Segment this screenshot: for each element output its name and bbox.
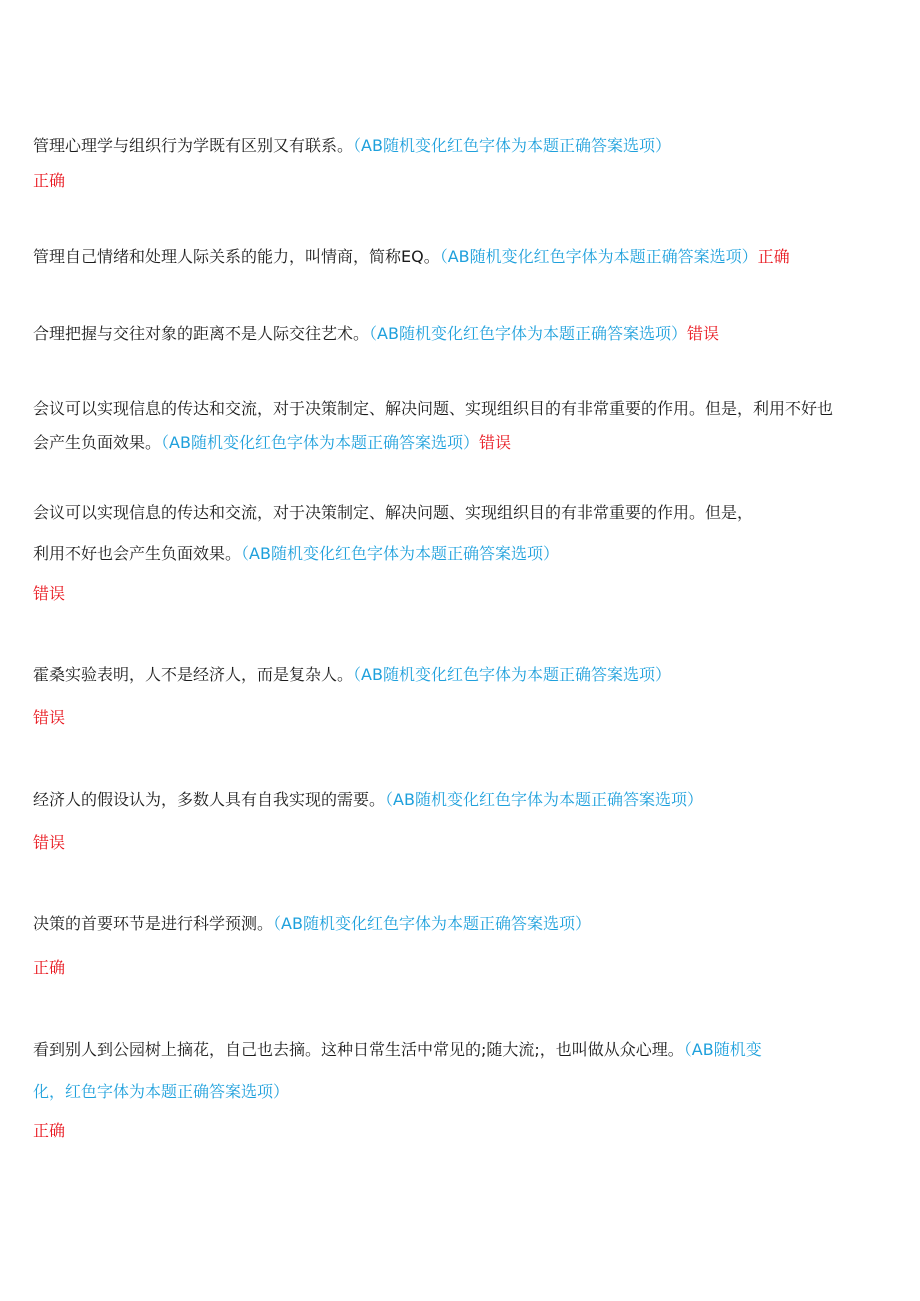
question-text: 决策的首要环节是进行科学预测。: [33, 914, 274, 933]
answer-9: 正确: [33, 1121, 66, 1140]
answer-hint: （AB随机变化红色字体为本题正确答案选项）: [241, 544, 559, 563]
question-text: 霍桑实验表明，人不是经济人，而是复杂人。: [33, 665, 354, 684]
answer-hint: （AB随机变化红色字体为本题正确答案选项）: [369, 324, 687, 343]
question-8: [33, 913, 591, 935]
answer-hint: （AB随机变化红色字体为本题正确答案选项）: [353, 665, 671, 684]
question-text: 合理把握与交往对象的距离不是人际交往艺术。: [33, 324, 370, 343]
answer-hint: （AB随机变化红色字体为本题正确答案选项）: [161, 433, 479, 452]
question-6: [33, 664, 671, 686]
question-2: [33, 246, 790, 268]
answer-hint: （AB随机变化红色字体为本题正确答案选项）: [439, 247, 758, 266]
answer-hint: （AB随机变化红色字体为本题正确答案选项）: [273, 914, 591, 933]
answer-5: 错误: [33, 584, 66, 603]
answer-hint-part-1: （AB随机变: [683, 1040, 762, 1059]
question-3: [33, 323, 719, 345]
question-5-line-1: 会议可以实现信息的传达和交流，对于决策制定、解决问题、实现组织目的有非常重要的作用。但是，: [33, 503, 754, 522]
question-text: 管理自己情绪和处理人际关系的能力，叫情商，简称EQ。: [33, 247, 440, 266]
question-text: 利用不好也会产生负面效果。: [33, 544, 242, 563]
answer-4: 错误: [478, 433, 511, 452]
question-text: 会产生负面效果。: [33, 433, 162, 452]
answer-6: 错误: [33, 708, 66, 727]
answer-hint-part-2: 化，红色字体为本题正确答案选项）: [33, 1082, 290, 1101]
answer-hint: （AB随机变化红色字体为本题正确答案选项）: [353, 136, 671, 155]
answer-1: 正确: [33, 171, 66, 190]
question-9-line-1: [33, 1039, 762, 1061]
question-text: 管理心理学与组织行为学既有区别又有联系。: [33, 136, 354, 155]
question-text: 看到别人到公园树上摘花，自己也去摘。这种日常生活中常见的;随大流;，也叫做从众心理。: [33, 1040, 684, 1059]
answer-2: 正确: [757, 247, 790, 266]
answer-3: 错误: [686, 324, 719, 343]
question-text: 经济人的假设认为，多数人具有自我实现的需要。: [33, 790, 386, 809]
answer-8: 正确: [33, 958, 66, 977]
answer-hint: （AB随机变化红色字体为本题正确答案选项）: [385, 790, 703, 809]
question-4-line-2: [33, 432, 511, 454]
question-1: [33, 135, 671, 157]
question-7: [33, 789, 703, 811]
answer-7: 错误: [33, 833, 66, 852]
question-4-line-1: 会议可以实现信息的传达和交流，对于决策制定、解决问题、实现组织目的有非常重要的作用。但是，利用不好也: [33, 399, 834, 418]
question-5-line-2: [33, 543, 559, 565]
